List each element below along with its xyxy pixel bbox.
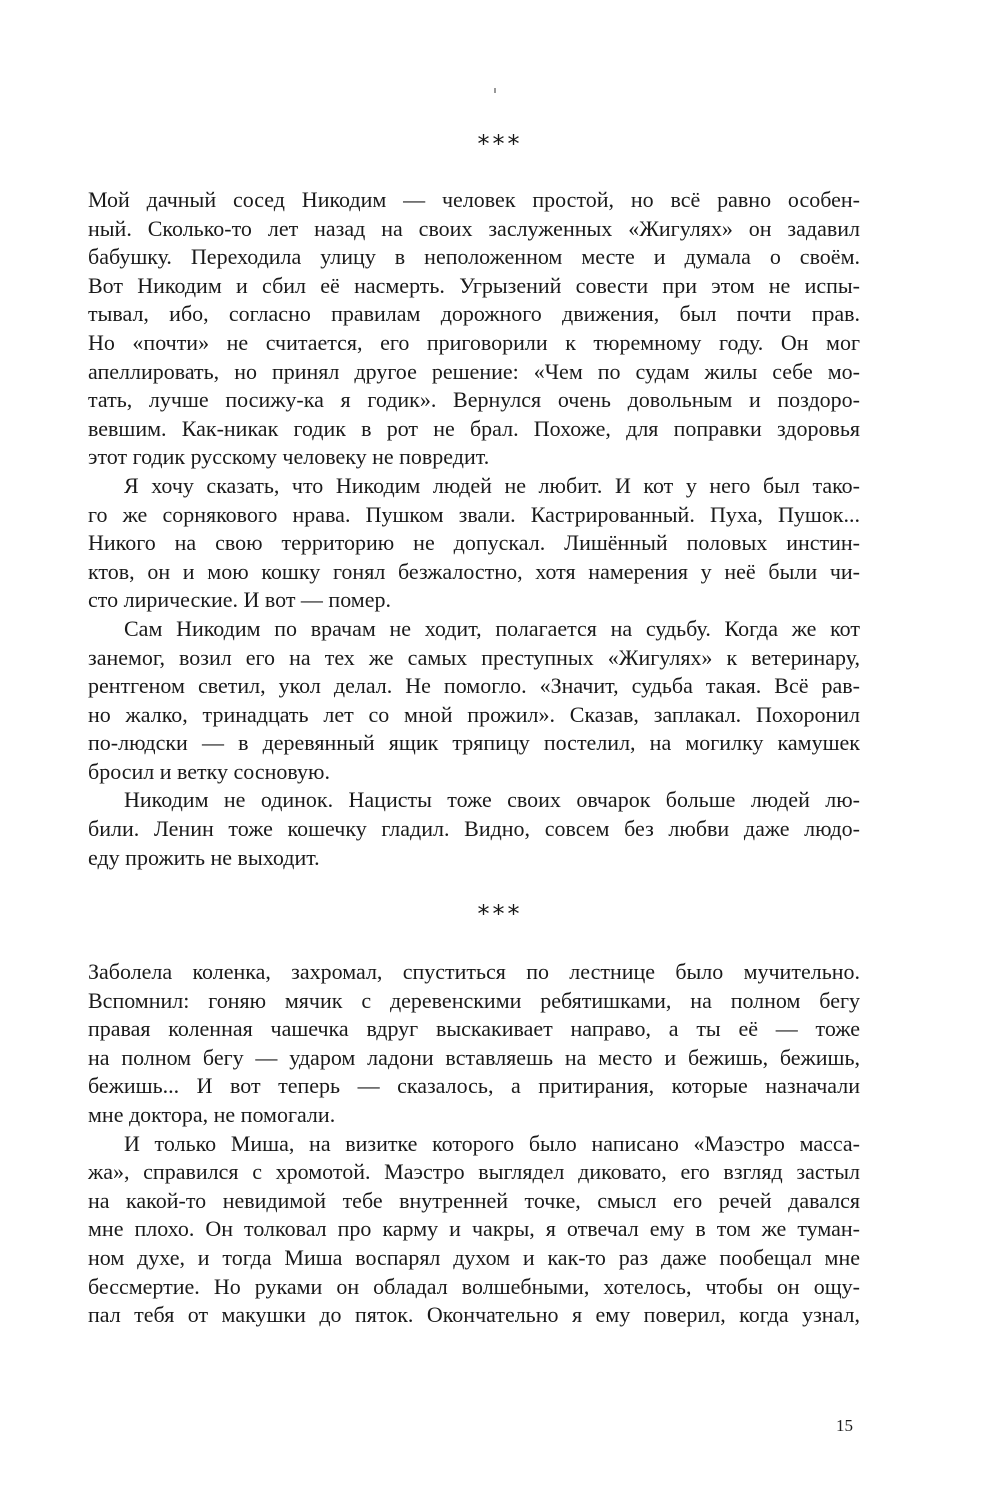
text-line: по-людски — в деревянный ящик тряпицу постелил, на могилку камушек — [88, 730, 860, 756]
section-separator: *** — [477, 900, 523, 928]
text-line: бессмертие. Но руками он обладал волшебными, хотелось, чтобы он ощу- — [88, 1273, 860, 1299]
text-line: бабушку. Переходила улицу в неположенном месте и думала о своём. — [88, 244, 860, 270]
paragraph — [88, 786, 860, 872]
text-line: но жалко, тринадцать лет со мной прожил». Сказав, заплакал. Похоронил — [88, 701, 860, 727]
text-line: пал тебя от макушки до пяток. Окончательно я ему поверил, когда узнал, — [88, 1302, 860, 1328]
text-line: бежишь... И вот теперь — сказалось, а притирания, которые назначали — [88, 1073, 860, 1099]
text-line: рентгеном светил, укол делал. Не помогло. «Значит, судьба такая. Всё рав- — [88, 673, 860, 699]
text-line: тать, лучше посижу-ка я годик». Вернулся очень довольным и поздоро- — [88, 387, 860, 413]
text-line: жа», справился с хромотой. Маэстро выглядел диковато, его взгляд застыл — [88, 1159, 860, 1185]
text-line: этот годик русскому человеку не повредит. — [88, 444, 490, 470]
text-line: Никодим не одинок. Нацисты тоже своих овчарок больше людей лю- — [124, 787, 860, 813]
text-line: еду прожить не выходит. — [88, 844, 320, 870]
text-line: сто лирические. И вот — помер. — [88, 587, 391, 613]
paragraph — [88, 186, 860, 472]
text-line: Вот Никодим и сбил её насмерть. Угрызений совести при этом не испы- — [88, 272, 860, 298]
text-line: Мой дачный сосед Никодим — человек простой, но всё равно особен- — [88, 187, 860, 212]
text-line: бросил и ветку сосновую. — [88, 758, 330, 784]
section-1-text — [88, 186, 860, 872]
text-line: ном духе, и тогда Миша воспарял духом и как-то раз даже пообещал мне — [88, 1244, 860, 1270]
text-line: Сам Никодим по врачам не ходит, полагается на судьбу. Когда же кот — [124, 615, 860, 641]
text-line: на полном бегу — ударом ладони вставляешь на место и бежишь, бежишь, — [88, 1044, 860, 1070]
section-2-text — [88, 958, 860, 1330]
scan-artifact — [494, 88, 496, 93]
section-separator: *** — [477, 130, 523, 158]
text-line: Никого на свою территорию не допускал. Лишённый половых инстин- — [88, 530, 860, 556]
text-line: мне доктора, не помогали. — [88, 1101, 336, 1127]
text-line: Но «почти» не считается, его приговорили к тюремному году. Он мог — [88, 329, 860, 355]
text-line: ный. Сколько-то лет назад на своих заслуженных «Жигулях» он задавил — [88, 215, 860, 241]
paragraph — [88, 615, 860, 787]
text-line: ктов, он и мою кошку гонял безжалостно, хотя намерения у неё были чи- — [88, 558, 860, 584]
text-line: мне плохо. Он толковал про карму и чакры, я отвечал ему в том же туман- — [88, 1216, 860, 1242]
paragraph — [88, 472, 860, 615]
text-line: Я хочу сказать, что Никодим людей не любит. И кот у него был тако- — [124, 472, 860, 498]
text-line: И только Миша, на визитке которого было написано «Маэстро масса- — [124, 1130, 860, 1156]
paragraph — [88, 958, 860, 1130]
text-line: вевшим. Как-никак годик в рот не брал. Похоже, для поправки здоровья — [88, 415, 860, 441]
text-line: тывал, ибо, согласно правилам дорожного движения, был почти прав. — [88, 301, 860, 327]
text-line: Заболела коленка, захромал, спуститься по лестнице было мучительно. — [88, 959, 860, 984]
text-line: апеллировать, но принял другое решение: «Чем по судам жилы себе мо- — [88, 358, 860, 384]
text-line: правая коленная чашечка вдруг выскакивает направо, а ты её — тоже — [88, 1016, 860, 1042]
page-number: 15 — [836, 1416, 853, 1435]
text-line: занемог, возил его на тех же самых преступных «Жигулях» к ветеринару, — [88, 644, 860, 670]
text-line: на какой-то невидимой тебе внутренней точке, смысл его речей давался — [88, 1187, 860, 1213]
text-line: го же сорнякового нрава. Пушком звали. Кастрированный. Пуха, Пушок... — [88, 501, 860, 527]
text-line: Вспомнил: гоняю мячик с деревенскими ребятишками, на полном бегу — [88, 987, 860, 1013]
paragraph — [88, 1130, 860, 1330]
text-line: били. Ленин тоже кошечку гладил. Видно, совсем без любви даже людо- — [88, 816, 860, 842]
